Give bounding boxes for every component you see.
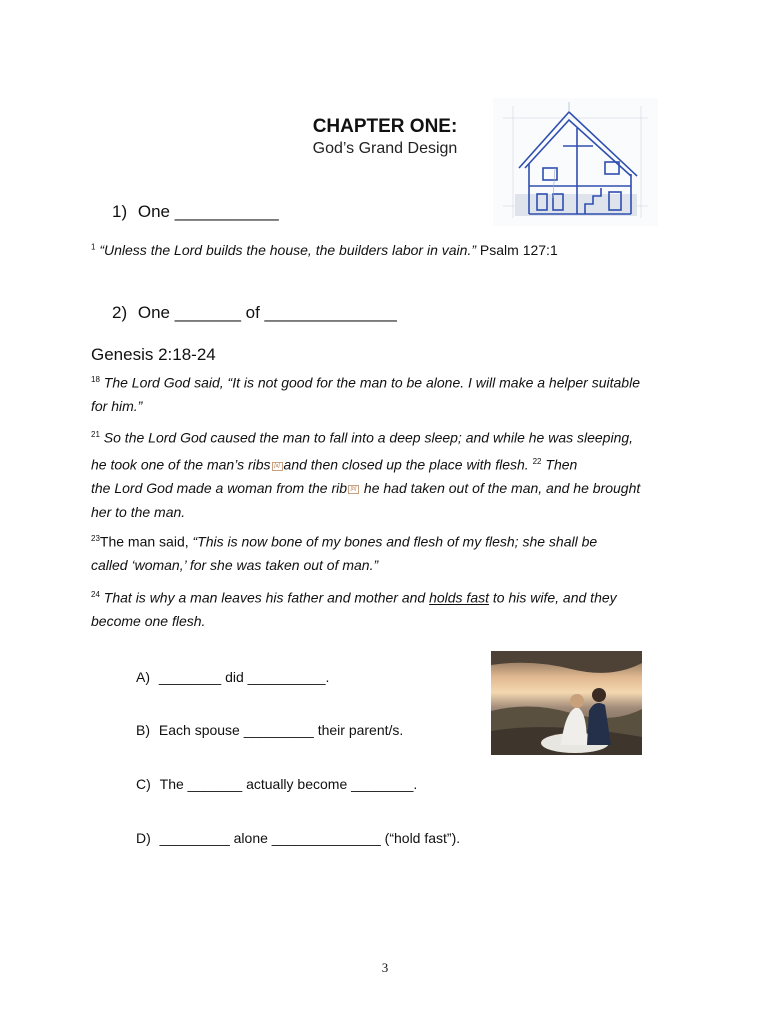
question-1-text: One ___________	[137, 202, 279, 221]
page-number: 3	[381, 960, 389, 975]
blank-a	[136, 669, 329, 685]
question-2	[112, 303, 397, 323]
verse-18-number: 18	[91, 375, 100, 384]
verse-22-start: Then	[541, 456, 578, 473]
question-1-number: 1)	[112, 202, 128, 221]
blank-b-text: Each spouse _________ their parent/s.	[158, 722, 404, 738]
verse-21-line-1: So the Lord God caused the man to fall into a deep sleep; and while he was sleeping,	[99, 429, 634, 446]
psalm-reference: Psalm 127:1	[476, 242, 558, 258]
blank-c-letter: C)	[136, 776, 151, 792]
blank-b-letter: B)	[136, 722, 150, 738]
footnote-b-link[interactable]: [b]	[348, 485, 359, 494]
verse-24-line-2: become one flesh.	[91, 613, 206, 630]
passage-heading: Genesis 2:18-24	[91, 345, 216, 364]
blank-d	[136, 830, 460, 846]
blank-c	[136, 776, 417, 792]
blank-a-letter: A)	[136, 669, 150, 685]
verse-22-line-b: he had taken out of the man, and he brought	[360, 480, 641, 497]
verse-23-number: 23	[91, 534, 100, 543]
verse-23-line-1: “This is now bone of my bones and flesh of my flesh; she shall be	[192, 533, 598, 550]
chapter-title: CHAPTER ONE:	[312, 116, 458, 137]
psalm-quote-text: “Unless the Lord builds the house, the builders labor in vain.”	[99, 242, 477, 258]
question-2-text: One _______ of ______________	[137, 303, 397, 322]
verse-24-number: 24	[91, 590, 100, 599]
chapter-subtitle: God’s Grand Design	[312, 140, 458, 157]
blank-b	[136, 722, 403, 738]
footnote-a-link[interactable]: [a]	[272, 462, 283, 471]
verse-22-number: 22	[532, 457, 542, 467]
verse-21-22	[91, 423, 711, 524]
blank-a-text: ________ did __________.	[158, 669, 330, 685]
blank-d-letter: D)	[136, 830, 151, 846]
verse-18-line-2: for him.”	[91, 398, 143, 415]
verse-21-line-2a: he took one of the man’s ribs	[91, 456, 271, 473]
house-blueprint-icon	[493, 98, 658, 226]
blank-d-text: _________ alone ______________ (“hold fast”).	[159, 830, 461, 846]
blank-c-text: The _______ actually become ________.	[159, 776, 418, 792]
verse-18-line-1: The Lord God said, “It is not good for the man to be alone. I will make a helper suitable	[99, 374, 640, 391]
verse-21-number: 21	[91, 430, 100, 439]
verse-22-line-a: the Lord God made a woman from the rib	[91, 480, 348, 497]
holds-fast-emphasis: holds fast	[429, 589, 490, 606]
verse-23	[91, 527, 711, 578]
question-2-number: 2)	[112, 303, 128, 322]
couple-sunset-photo	[491, 651, 642, 755]
verse-24-line-1b: to his wife, and they	[489, 589, 617, 606]
verse-24-line-1a: That is why a man leaves his father and mother and	[99, 589, 430, 606]
verse-24	[91, 583, 711, 634]
verse-21-line-2b: and then closed up the place with flesh.	[283, 456, 533, 473]
verse-23-intro: The man said,	[99, 533, 193, 550]
verse-18	[91, 368, 691, 419]
footnote-marker: 1	[91, 242, 96, 252]
verse-22-line-c: her to the man.	[91, 503, 186, 520]
verse-23-line-2: called ‘woman,’ for she was taken out of man.”	[91, 557, 379, 574]
question-1	[112, 202, 279, 222]
psalm-quote	[91, 242, 558, 258]
